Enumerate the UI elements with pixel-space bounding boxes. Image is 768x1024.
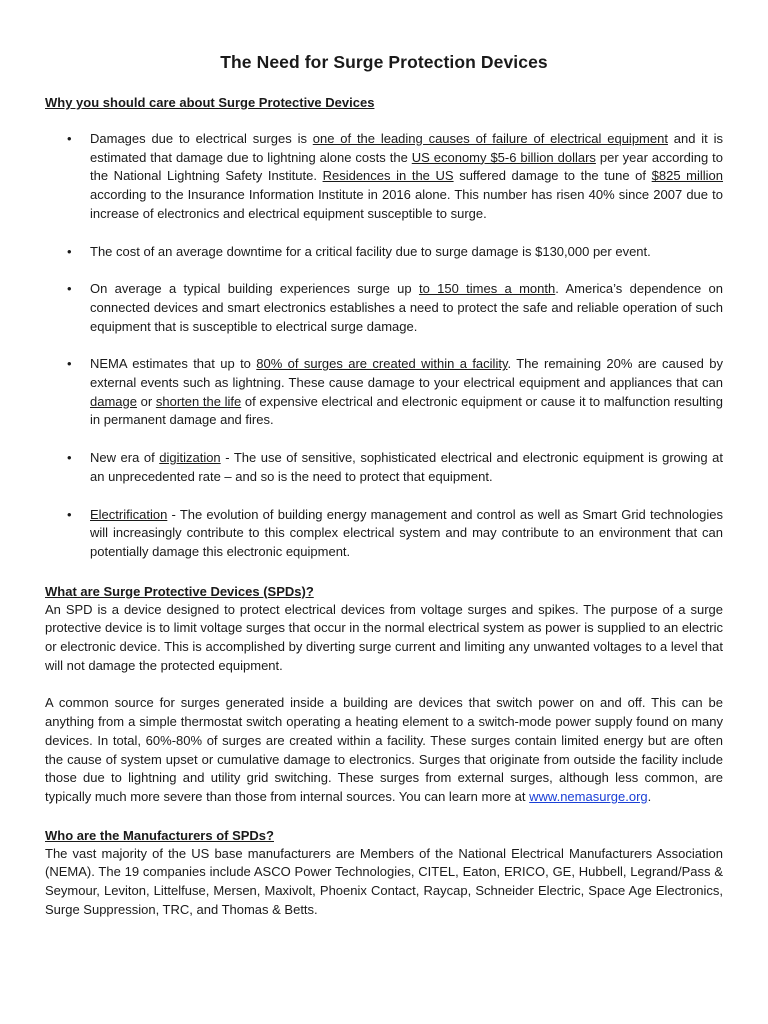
paragraph — [45, 694, 723, 806]
bullet-icon: • — [67, 243, 72, 259]
nemasurge-link[interactable]: www.nemasurge.org — [529, 788, 648, 804]
section-heading-what-are-spds: What are Surge Protective Devices (SPDs)? — [45, 583, 314, 599]
text-run: per year according to the National Lightning Safety Institute. — [90, 149, 724, 184]
underlined-text: to 150 times a month — [418, 281, 556, 297]
paragraph: An SPD is a device designed to protect electrical devices from voltage surges and spikes. The purpose of a surge protective device is to limit voltage surges that occur in the normal electrical system as power is supplied to an electric or electronic device. This is accomplished by diverting surge current and limiting any unwanted voltages to a level that will not damage the protected equipment. — [45, 601, 723, 673]
underlined-text: one of the leading causes of failure of electrical equipment — [312, 131, 668, 146]
text-run: New era of — [90, 450, 160, 466]
bullet-list — [45, 130, 723, 562]
text-run: - The use of sensitive, sophisticated electrical and electronic equipment is growing at an unprecedented rate – and so is the need to protect that equipment. — [90, 450, 723, 484]
text-run: or — [136, 393, 156, 409]
underlined-text: 80% of surges are created within a facility — [256, 356, 508, 372]
bullet-icon: • — [67, 131, 72, 146]
page-title: The Need for Surge Protection Devices — [220, 52, 548, 72]
text-run: . The remaining 20% are caused by external events such as lightning. These cause damage to your electrical equipment and appliances that can — [90, 356, 723, 391]
text-run: of expensive electrical and electronic equipment or cause it to malfunction resulting in permanent damage and fires. — [90, 393, 723, 428]
bullet-icon: • — [67, 281, 72, 297]
underlined-text: Electrification — [90, 506, 168, 522]
section-heading-why-care: Why you should care about Surge Protective Devices — [45, 95, 375, 110]
underlined-text: digitization — [159, 450, 221, 466]
paragraph: The vast majority of the US base manufacturers are Members of the National Electrical Manufacturers Association (NEMA). The 19 companies include ASCO Power Technologies, CITEL, Eaton, ERICO, GE, Hubbell, Legrand/Pass & Seymour, Leviton, Littelfuse, Mersen, Maxivolt, Phoenix Contact, Raycap, Schneider Electric, Space Age Electronics, Surge Suppression, TRC, and Thomas & Betts. — [45, 845, 723, 917]
underlined-text: shorten the life — [155, 393, 242, 409]
text-run: A common source for surges generated inside a building are devices that switch power on and off. This can be anything from a simple thermostat switch operating a heating element to a switch-mode power supply found on many devices. In total, 60%-80% of surges are created within a facility. These surges contain limited energy but are often the cause of system upset or cumulative damage to electronics. Surges that originate from outside the facility include those due to lightning and utility grid switching. These surges from external surges, although less common, are typically much more severe than those from internal sources. You can learn more at — [45, 695, 723, 804]
section-heading-manufacturers: Who are the Manufacturers of SPDs? — [45, 827, 274, 843]
text-run: - The evolution of building energy management and control as well as Smart Grid technologies will increasingly contribute to this complex electrical system and may contribute to an environment that can potentially damage this electronic equipment. — [90, 506, 723, 559]
list-item — [45, 506, 723, 562]
list-item — [45, 243, 723, 262]
bullet-icon: • — [67, 450, 72, 466]
underlined-text: $825 million — [651, 168, 724, 184]
text-run: The cost of an average downtime for a critical facility due to surge damage is $130,000 per event. — [90, 243, 651, 259]
list-item — [45, 355, 723, 430]
list-item — [45, 130, 723, 224]
bullet-icon: • — [67, 356, 72, 372]
text-run: . — [647, 788, 652, 804]
text-run: Damages due to electrical surges is — [90, 131, 313, 146]
text-run: NEMA estimates that up to — [90, 356, 257, 372]
text-run: . America’s dependence on connected devices and smart electronics establishes a need to protect the safe and reliable operation of such equipment that is susceptible to electrical surge damage. — [90, 281, 724, 334]
text-run: suffered damage to the tune of — [453, 168, 652, 184]
underlined-text: US economy $5-6 billion dollars — [411, 149, 596, 165]
underlined-text: damage — [90, 393, 137, 409]
list-item — [45, 280, 723, 336]
text-run: On average a typical building experiences surge up — [90, 281, 419, 297]
underlined-text: Residences in the US — [322, 168, 454, 184]
text-run: and it is estimated that damage due to lightning alone costs the — [90, 131, 723, 165]
list-item — [45, 449, 723, 486]
bullet-icon: • — [67, 506, 72, 522]
text-run: according to the Insurance Information Institute in 2016 alone. This number has risen 40% since 2007 due to increase of electronics and electrical equipment susceptible to surge. — [90, 187, 723, 221]
